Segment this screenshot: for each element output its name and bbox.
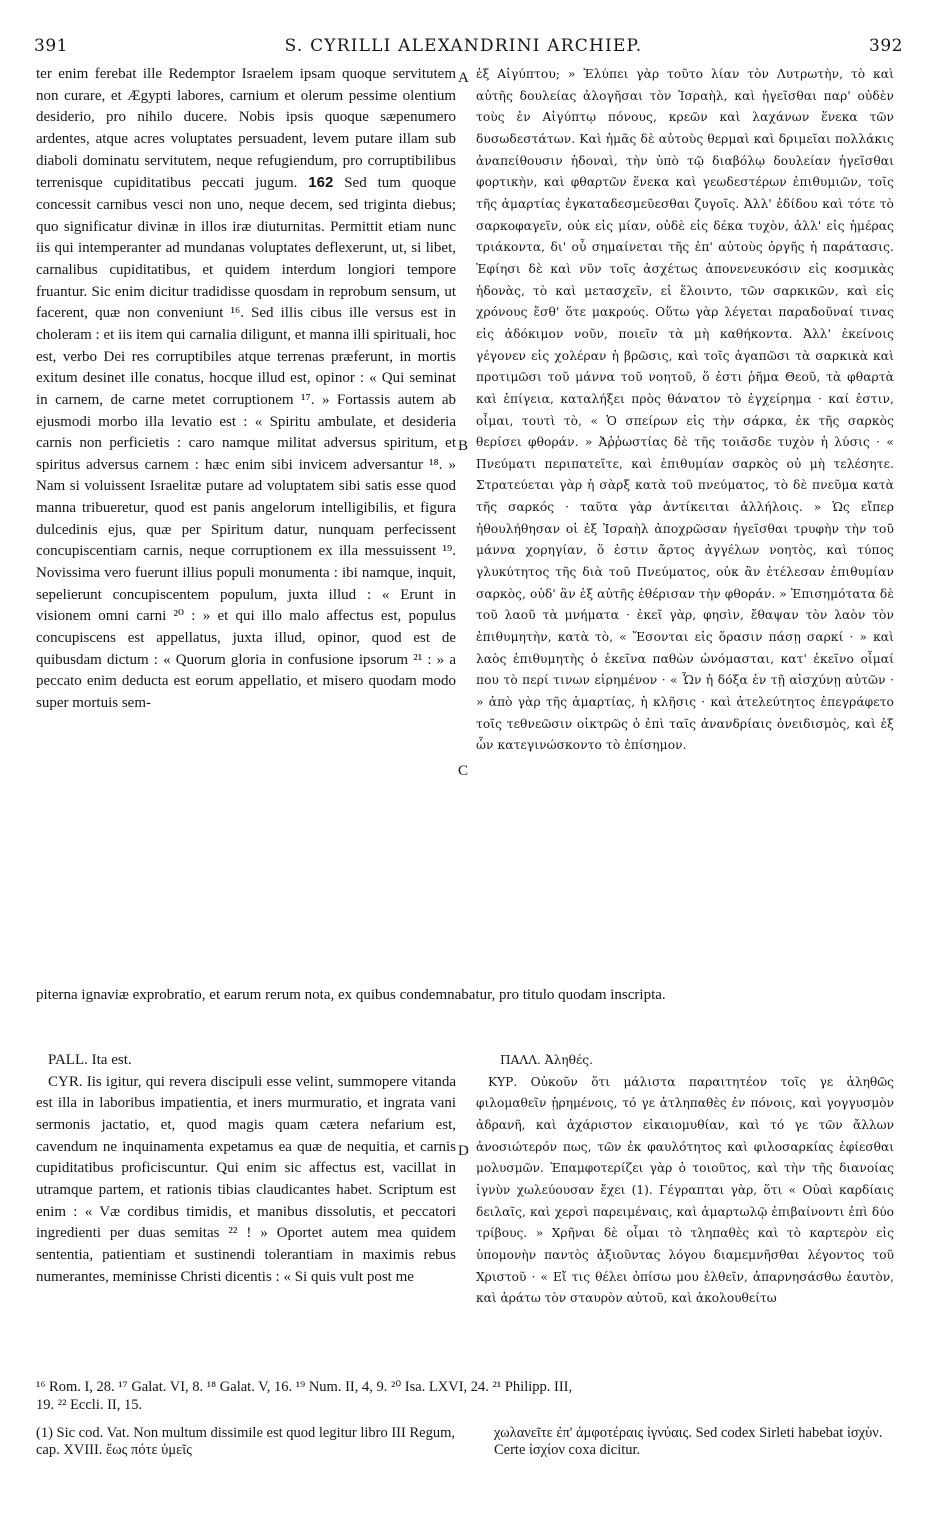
references-line-1: ¹⁶ Rom. I, 28. ¹⁷ Galat. VI, 8. ¹⁸ Galat. V, 16. ¹⁹ Num. II, 4, 9. ²⁰ Isa. LXVI, 24. ²¹ Philipp. III, [36, 1379, 573, 1395]
latin-column [36, 64, 456, 715]
left-page-number: 391 [34, 36, 68, 56]
references-line-2: 19. ²² Eccli. II, 15. [36, 1397, 143, 1413]
scripture-references [36, 1378, 896, 1414]
latin-pall-line: PALL. Ita est. [48, 1052, 132, 1068]
greek-pall-line: ΠΑΛΛ. Ἀληθές. [500, 1053, 593, 1067]
margin-marker-b: B [458, 438, 469, 454]
latin-cyr-paragraph: CYR. Iis igitur, qui revera discipuli esse velint, summopere vitanda est illa in laboribus impatientia, et iners murmuratio, et ingrata vani sermonis jactatio, et, quod magis quam cætera nefarium est, cavendum ne inquinamenta expetamus ea quæ de nequitia, et carnis cupiditatibus proficiscuntur. Qui enim sic affectus est, vacillat in utramque partem, et rationis tibias claudicantes habet. Scriptum est enim : « Væ cordibus timidis, et manibus dissolutis, et peccatori ingredienti per duas semitas ²² ! » Oportet autem mea quidem sententia, patientiam et sustinendi tolerantiam in maximis rebus numerantes, meminisse Christi dicentis : « Si quis vult post me [36, 1073, 456, 1285]
latin-text-part1: ter enim ferebat ille Redemptor Israelem ipsam quoque servitutem non curare, et Ægypti labores, carnium et olerum pessime olentium desiderio, pro nihilo ducere. Nobis ipsis quoque sæpenumero ardentes, atque acres voluptates persuadent, levem putare illam sub diaboli dominatu servitutem, neque refugiendum, pro corruptibilibus terrenisque cupiditatibus peccati jugum. [36, 66, 456, 192]
full-width-line: piterna ignaviæ exprobratio, et earum rerum nota, ex quibus condemnabatur, pro titulo quodam inscripta. [36, 987, 666, 1003]
greek-cyr-paragraph: ΚΥΡ. Οὐκοῦν ὅτι μάλιστα παραιτητέον τοῖς γε ἀληθῶς φιλομαθεῖν ᾑρημένοις, τό γε ἀτληπαθὲς ἐν πόνοις, καὶ γογγυσμὸν ἀδρανῆ, καὶ ἀχάριστον εἰκαιομυθίαν, καὶ τό γε τῶν ἄλλων ἀνοσιώτερόν πως, τῶν ἐκ φαυλότητος καὶ φιλοσαρκίας ἐφίεσθαι μολυσμῶν. Ἐπαμφοτερίζει γὰρ ὁ τοιοῦτος, καὶ τὴν τῆς διανοίας ἰγνὺν χωλεύουσαν ἔχει (1). Γέγραπται γὰρ, ὅτι « Οὐαὶ καρδίαις δειλαῖς, καὶ χερσὶ παρειμέναις, καὶ ἁμαρτωλῷ ἐπιβαίνοντι ἐπὶ δύο τρίβους. » Χρῆναι δὲ οἶμαι τὸ τληπαθὲς καὶ τὸ καρτερὸν εἰς ὑπομονὴν παντὸς ἀξιοῦντας λόγου διαμεμνῆσθαι λέγοντος τοῦ Χριστοῦ · « Εἴ τις θέλει ὀπίσω μου ἐλθεῖν, ἀπαρνησάσθω ἑαυτὸν, καὶ ἀράτω τὸν σταυρὸν αὐτοῦ, καὶ ἀκολουθείτω [476, 1074, 894, 1306]
running-title: S. CYRILLI ALEXANDRINI ARCHIEP. [284, 36, 643, 56]
right-page-number: 392 [869, 36, 903, 56]
latin-dialogue [36, 1050, 456, 1288]
greek-dialogue [476, 1050, 894, 1310]
footnote-right: χωλανεῖτε ἐπ' ἀμφοτέραις ἰγνύαις. Sed codex Sirleti habebat ἰσχὺν. Certe ἰσχίον coxa dicitur. [494, 1425, 883, 1458]
greek-column [476, 64, 894, 757]
margin-marker-c: C [458, 763, 469, 779]
margin-marker-a: A [458, 70, 469, 86]
margin-marker-d: D [458, 1143, 469, 1159]
greek-text: ἐξ Αἰγύπτου; » Ἐλύπει γὰρ τοῦτο λίαν τὸν Λυτρωτὴν, τὸ καὶ αὐτῆς δουλείας ἀλογῆσαι τὸν Ἰσραὴλ, καὶ ἡγεῖσθαι παρ' οὐδὲν τοὺς ἐν Αἰγύπτῳ πόνους, κρεῶν καὶ λαχάνων ἕνεκα τῶν δυσωδεστάτων. Καὶ ἡμᾶς δὲ αὐτοὺς θερμαὶ καὶ δριμεῖαι πολλάκις ἀναπείθουσιν ἡδοναὶ, τὴν ὑπὸ τῷ διαβόλῳ δουλείαν ἡγεῖσθαι φορτικὴν, καὶ φθαρτῶν ἕνεκα καὶ γεωδεστέρων ἐπιθυμιῶν, τοῖς τῆς ἁμαρτίας ἐγκαταδεσμεῦεσθαι ζυγοῖς. Ἀλλ' ἐδίδου καὶ τότε τὸ σαρκοφαγεῖν, οὐκ εἰς μίαν, οὐδὲ εἰς δέκα τυχὸν, ἀλλ' εἰς ἡμέρας τριάκοντα, δι' οὗ σημαίνεται τῆς ἐπ' αὐτοὺς ὀργῆς ἡ παράτασις. Ἐφίησι δὲ καὶ νῦν τοῖς ἀσχέτως ἀπονενευκόσιν εἰς κοσμικὰς ἡδονὰς, τὸ καὶ μετασχεῖν, εἰ ἕλοιντο, τῶν σαρκικῶν, καὶ εἰς χρόνους ἔσθ' ὅτε μακρούς. Οὕτω γὰρ λέγεται παραδοῦναί τινας εἰς ἀδόκιμον νοῦν, ποιεῖν τὰ μὴ καθήκοντα. Ἀλλ' ἐκείνοις γέγονεν εἰς χολέραν ἡ βρῶσις, καὶ τοῖς ἀγαπῶσι τὰ σαρκικὰ καὶ προτιμῶσι τοῦ μάννα τοῦ νοητοῦ, ὅ ἐστι ῥῆμα Θεοῦ, τὰ φθαρτὰ καὶ ἐπίγεια, καταλήξει πρὸς θάνατον τὸ ἐγχείρημα · καί ἐστιν, οἶμαι, τουτὶ τὸ, « Ὁ σπείρων εἰς τὴν σάρκα, ἐκ τῆς σαρκὸς θερίσει φθοράν. » Ἀῤῥωστίας δὲ τῆς τοιᾶσδε τυχὸν ἡ λύσις · « Πνεύματι περιπατεῖτε, καὶ ἐπιθυμίαν σαρκὸς οὐ μὴ τελέσητε. Στρατεύεται γὰρ ἡ σὰρξ κατὰ τοῦ πνεύματος, τὸ δὲ πνεῦμα κατὰ τῆς σαρκός · ταῦτα γὰρ ἀντίκειται ἀλλήλοις. » Ὡς εἴπερ ἠθουλήθησαν οἱ ἐξ Ἰσραὴλ ἀποχρῶσαν ἡγεῖσθαι τρυφὴν τὴν τοῦ μάννα χορηγίαν, ὅ ἐστιν ἄρτος ἀγγέλων νοητὸς, καὶ τύπος γλυκύτητος τῆς διὰ τοῦ Πνεύματος, οὐκ ἂν ἐτέλεσαν ἐπιθυμίαν σαρκὸς, οὐδ' ἂν ἐξ αὐτῆς ἐθέρισαν τὴν φθοράν. » Ἐπισημότατα δὲ τοῦ λαοῦ τὰ μνήματα · ἐκεῖ γὰρ, φησὶν, ἔθαψαν τὸν λαὸν τὸν ἐπιθυμητὴν, κατὰ τὸ, « Ἔσονται εἰς ὅρασιν πάσῃ σαρκί · » καὶ λαὸς ἐπιθυμητὴς ὁ ἐκεῖνα παθὼν ὠνόμασται, κατ' ἐκεῖνο οἶμαί που τὸ περί τινων εἰρημένον · « Ὧν ἡ δόξα ἐν τῇ αἰσχύνῃ αὐτῶν · » ἀπὸ γὰρ τῆς ἁμαρτίας, ἡ κλῆσις · καὶ ἀτελεύτητος ἐπεγράφετο τοῖς τεθνεῶσιν οἰκτρῶς ὁ ἐπὶ ταῖς ἀνανδρίαις ὀνειδισμὸς, καὶ ἐξ ὧν κατεγινώσκοντο τὸ ἐπίσημον. [476, 67, 894, 753]
inline-page-number: 162 [308, 174, 334, 192]
footnote-left: (1) Sic cod. Vat. Non multum dissimile est quod legitur libro III Regum, cap. XVIII. ἕως πότε ὑμεῖς [36, 1425, 455, 1458]
latin-text-part2: Sed tum quoque concessit carnibus vesci non uno, neque decem, sed triginta diebus; quo significatur divinæ in illos iræ diuturnitas. Permittit etiam nunc iis qui intemperanter ad mundanas voluptates deflexerunt, ut, si libet, carnalibus cupiditatibus, et quidem interdum longiori tempore fruantur. Sic enim dicitur tradidisse quosdam in reprobum sensum, ut facerent, quæ non conveniunt ¹⁶. Sed illis cibus ille versus est in choleram : et iis item qui carnalia diligunt, et manna illi spirituali, hoc est, verbo Dei res corruptibiles atque terrenas præferunt, in mortis exitum desinet ille conatus, hocque illud est, opinor : « Qui seminat in carnem, de carne metet corruptionem ¹⁷. » Fortassis autem ab ejusmodi morbo illa levatio est : « Spiritu ambulate, et desideria carnis non perficietis : caro namque militat adversus spiritum, et spiritus adversus carnem : hæc enim sibi invicem adversantur ¹⁸. » Nam si voluissent Israelitæ putare ad voluptatem sibi satis esse quod manna tribueretur, quod est panis angelorum intelligibilis, et figura dulcedinis ejus, quæ per Spiritum datur, nunquam perfecissent concupiscentiam carnis, neque corruptionem ex illa messuissent ¹⁹. Novissima vero fuerunt illius populi monumenta : ibi namque, inquit, sepelierunt concupiscentem populum, juxta illud : « Erunt in visionem omni carni ²⁰ : » et qui illo malo affectus est, populus concupiscens est appellatus, juxta illud, opinor, quod est de quibusdam dictum : « Quorum gloria in confusione ipsorum ²¹ : » a peccato enim deducta est eorum appellatio, et misero quodam modo super mortuis sem- [36, 175, 457, 712]
